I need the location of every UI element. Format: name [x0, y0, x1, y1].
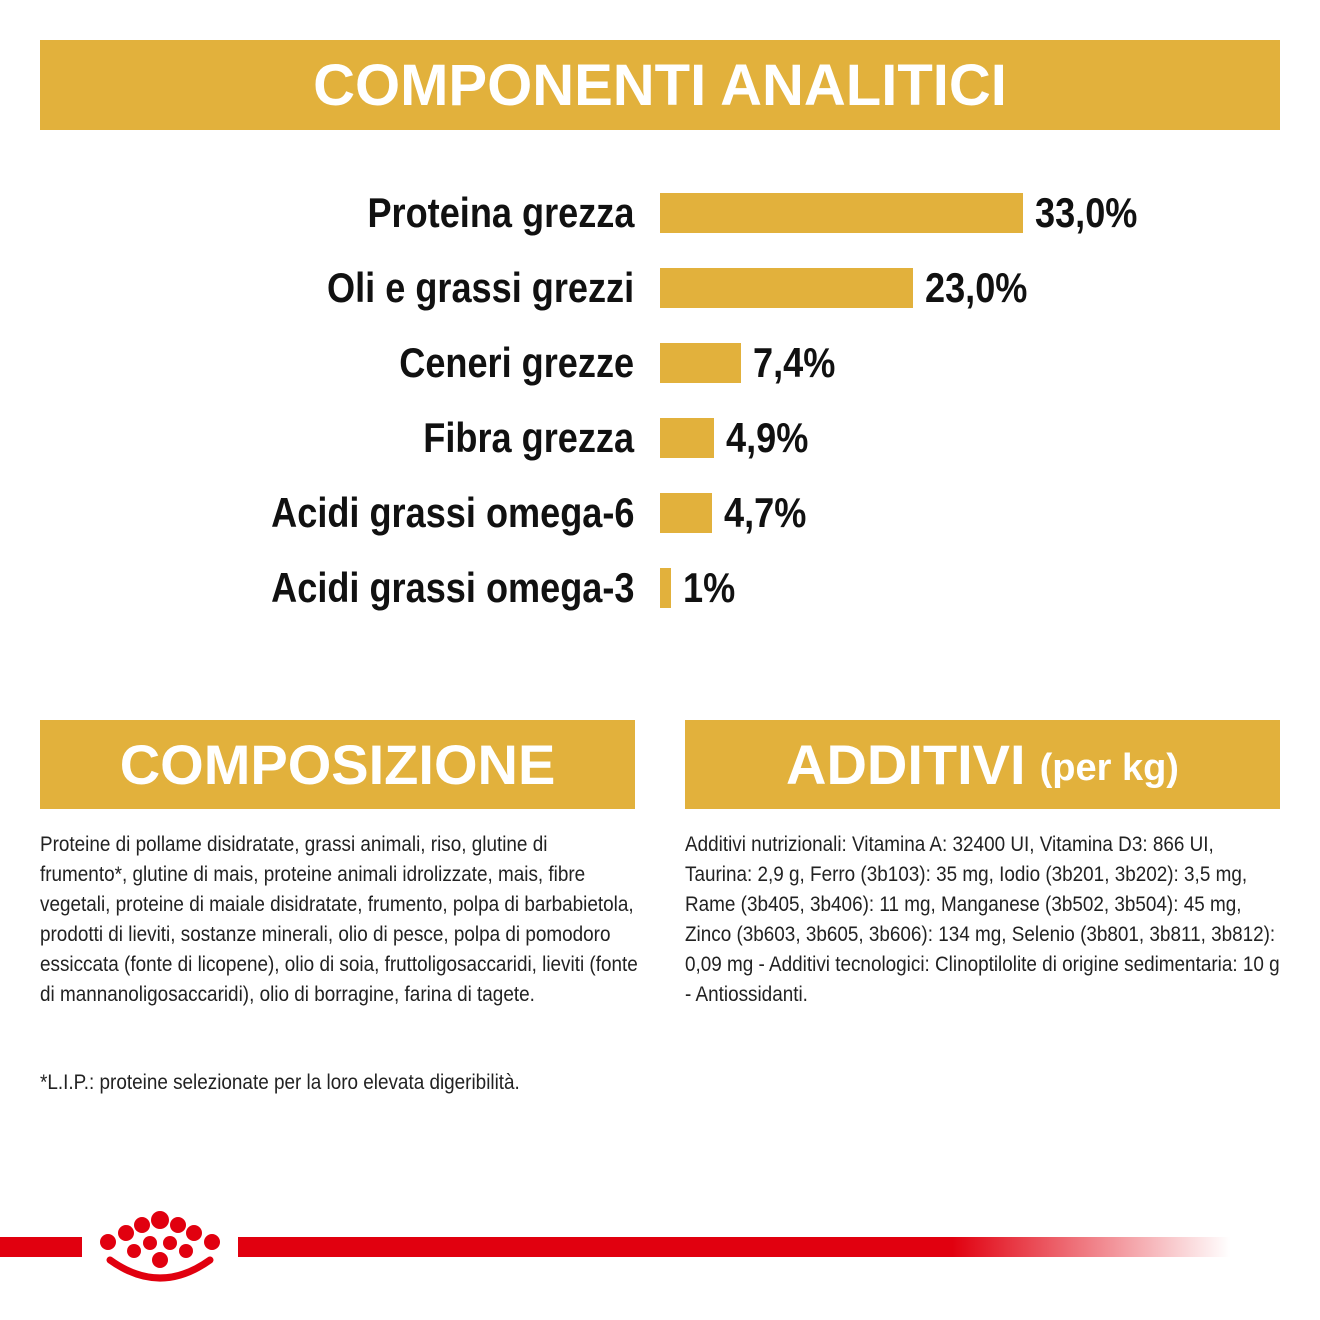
chart-bar: [660, 268, 913, 308]
chart-category-label: Fibra grezza: [423, 414, 634, 461]
composizione-title: COMPOSIZIONE: [119, 733, 556, 796]
chart-category-label: Ceneri grezze: [399, 339, 634, 386]
chart-category-label: Acidi grassi omega-3: [270, 564, 634, 611]
additivi-subtitle: (per kg): [1039, 747, 1179, 789]
chart-category-label: Proteina grezza: [367, 189, 634, 236]
chart-value-label: 7,4%: [753, 339, 836, 386]
additivi-banner: [685, 720, 1280, 809]
chart-row: [0, 488, 1320, 538]
chart-value-label: 4,9%: [725, 414, 809, 461]
chart-row: [0, 413, 1320, 463]
chart-bar: [660, 193, 1023, 233]
additivi-title: ADDITIVI: [786, 733, 1026, 796]
chart-value-label: 4,7%: [723, 489, 807, 536]
chart-row: [0, 338, 1320, 388]
composizione-text-block: [40, 830, 640, 1010]
additivi-text-block: [685, 830, 1285, 1010]
additivi-text: Additivi nutrizionali: Vitamina A: 32400 UI, Vitamina D3: 866 UI, Taurina: 2,9 g, Ferro (3b103): 35 mg, Iodio (3b201, 3b202): 3,5 mg, Rame (3b405, 3b406): 11 mg, Manganese (3b502, 3b504): 45 mg, Zinco (3b603, 3b605, 3b606): 134 mg, Selenio (3b801, 3b811, 3b812): 0,09 mg - Additivi tecnologici: Clinoptilolite di origine sedimentaria: 10 g - Antiossidanti.: [685, 833, 1280, 1006]
chart-value-label: 1%: [683, 564, 736, 611]
chart-category-label: Oli e grassi grezzi: [326, 264, 634, 311]
brand-line-right: [238, 1237, 1230, 1257]
chart-bar: [660, 418, 714, 458]
chart-bar: [660, 343, 741, 383]
brand-line-left: [0, 1237, 82, 1257]
footnote-text: *L.I.P.: proteine selezionate per la loro elevata digeribilità.: [40, 1071, 520, 1094]
chart-row: [0, 563, 1320, 613]
crown-icon: [92, 1208, 228, 1284]
chart-category-label: Acidi grassi omega-6: [270, 489, 634, 536]
chart-bar: [660, 568, 671, 608]
chart-value-label: 33,0%: [1035, 189, 1138, 236]
composizione-banner: [40, 720, 635, 809]
analitici-title: COMPONENTI ANALITICI: [313, 52, 1007, 118]
footnote-block: [40, 1068, 680, 1098]
chart-row: [0, 188, 1320, 238]
chart-bar: [660, 493, 712, 533]
analitici-banner: [40, 40, 1280, 130]
composizione-text: Proteine di pollame disidratate, grassi animali, riso, glutine di frumento*, glutine di mais, proteine animali idrolizzate, mais, fibre vegetali, proteine di maiale disidratate, frumento, polpa di barbabietola, prodotti di lieviti, sostanze minerali, olio di pesce, polpa di pomodoro essiccata (fonte di licopene), olio di soia, fruttoligosaccaridi, lieviti (fonte di mannanoligosaccaridi), olio di borragine, farina di tagete.: [40, 833, 638, 1006]
chart-row: [0, 263, 1320, 313]
chart-value-label: 23,0%: [925, 264, 1028, 311]
